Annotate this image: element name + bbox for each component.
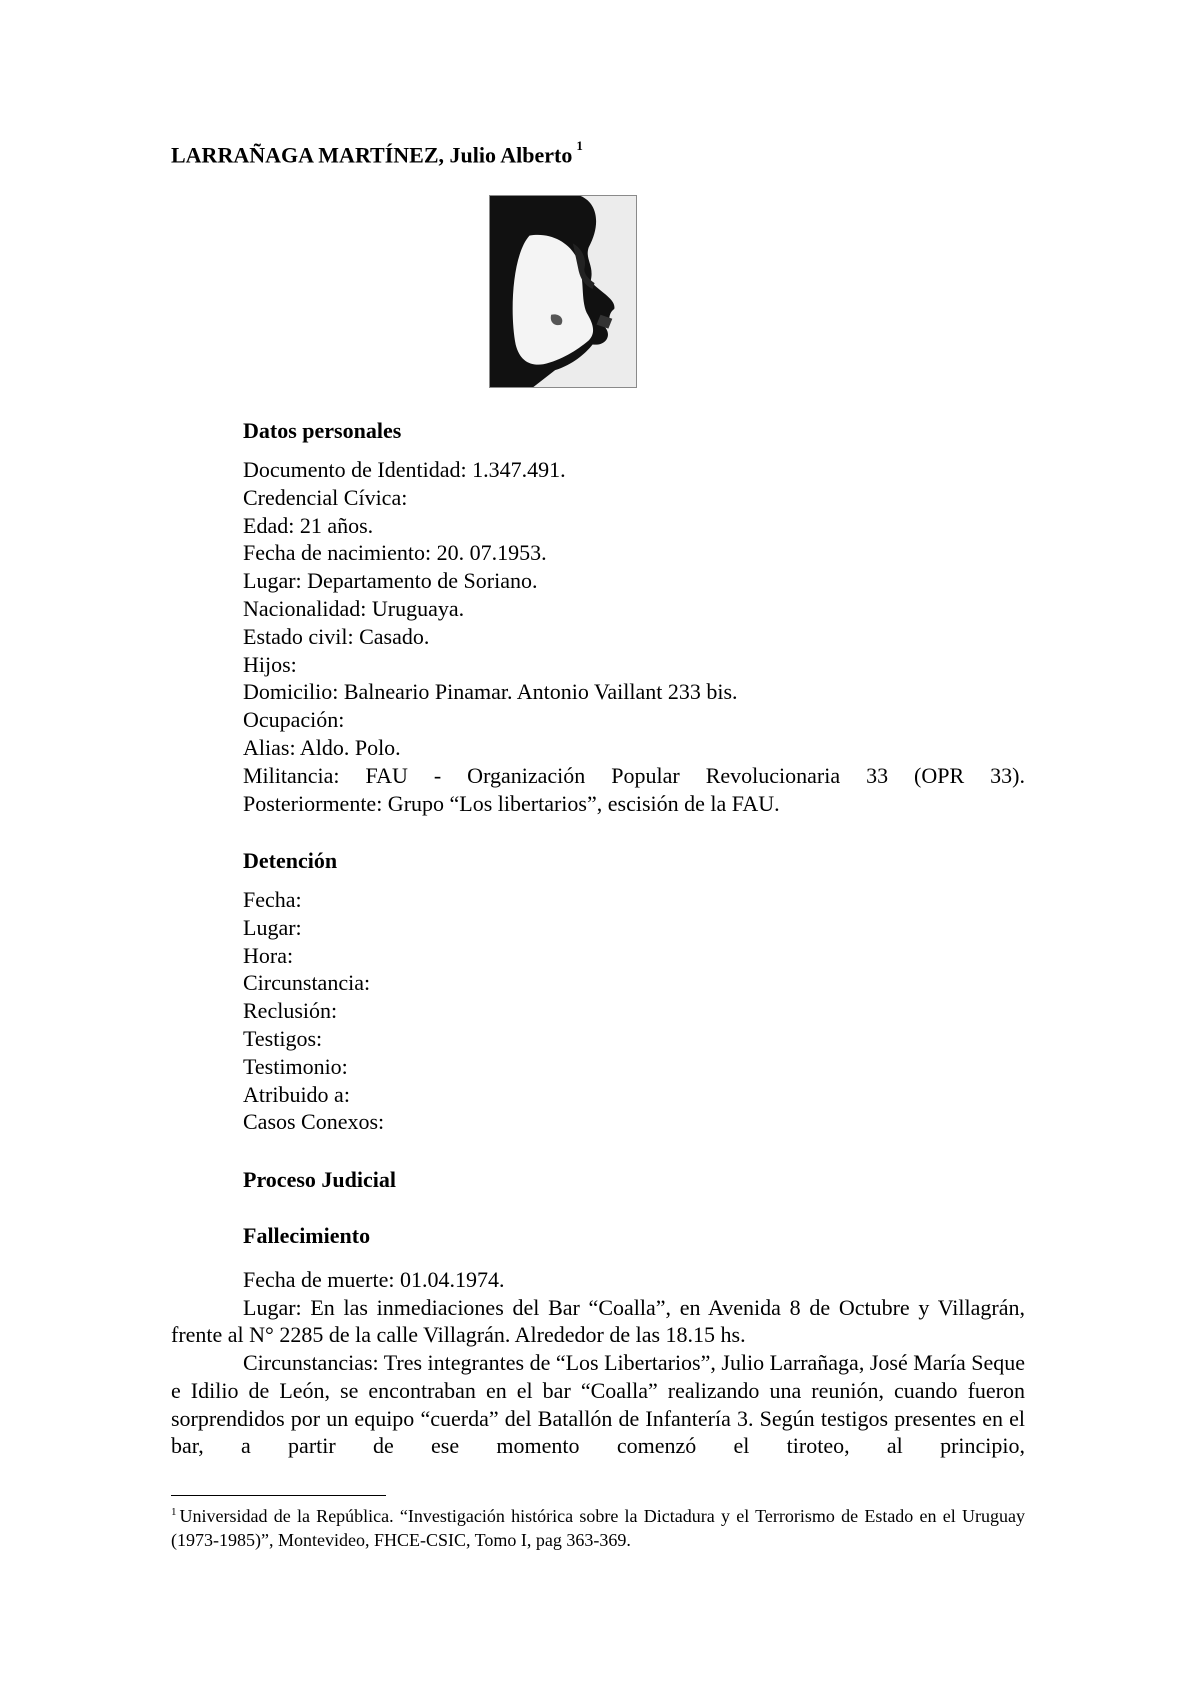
field-reclusion: Reclusión: xyxy=(243,998,338,1024)
field-nacionalidad: Nacionalidad: Uruguaya. xyxy=(243,595,465,621)
field-testigos: Testigos: xyxy=(243,1025,323,1051)
section-detencion xyxy=(243,847,1025,1136)
field-hijos: Hijos: xyxy=(243,651,297,677)
portrait-photo xyxy=(489,195,637,388)
field-edad: Edad: 21 años. xyxy=(243,512,374,538)
page-title xyxy=(171,138,583,168)
field-atribuido: Atribuido a: xyxy=(243,1081,350,1107)
field-domicilio: Domicilio: Balneario Pinamar. Antonio Vaillant 233 bis. xyxy=(243,679,738,705)
fallecimiento-body xyxy=(171,1266,1025,1460)
section-proceso-judicial xyxy=(243,1166,1025,1194)
field-alias: Alias: Aldo. Polo. xyxy=(243,734,401,760)
heading-fallecimiento: Fallecimiento xyxy=(243,1223,371,1248)
section-datos-personales xyxy=(243,417,1025,817)
footnote xyxy=(171,1500,1025,1552)
person-name: LARRAÑAGA MARTÍNEZ, Julio Alberto xyxy=(171,142,573,168)
heading-proceso-judicial: Proceso Judicial xyxy=(243,1167,396,1192)
field-fecha-nacimiento: Fecha de nacimiento: 20. 07.1953. xyxy=(243,540,547,566)
field-lugar: Lugar: Departamento de Soriano. xyxy=(243,568,538,594)
field-lugar-detencion: Lugar: xyxy=(243,914,302,940)
footnote-divider xyxy=(171,1495,386,1496)
field-documento: Documento de Identidad: 1.347.491. xyxy=(243,457,566,482)
field-hora: Hora: xyxy=(243,942,294,968)
section-fallecimiento xyxy=(243,1222,1025,1250)
field-casos-conexos: Casos Conexos: xyxy=(243,1109,385,1135)
field-ocupacion: Ocupación: xyxy=(243,707,345,733)
paragraph-circunstancias: Circunstancias: Tres integrantes de “Los Libertarios”, Julio Larrañaga, José María Seque e Idilio de León, se encontraban en el bar “Coalla” realizando una reunión, cuando fueron sorprendidos por un equipo “cuerda” del Batallón de Infantería 3. Según testigos presentes en el bar, a partir de ese momento comenzó el tiroteo, al principio, xyxy=(171,1350,1025,1459)
field-fecha: Fecha: xyxy=(243,887,302,912)
field-estado-civil: Estado civil: Casado. xyxy=(243,623,430,649)
field-testimonio: Testimonio: xyxy=(243,1053,348,1079)
paragraph-fecha-muerte: Fecha de muerte: 01.04.1974. xyxy=(243,1267,505,1292)
heading-detencion: Detención xyxy=(243,848,338,873)
paragraph-lugar: Lugar: En las inmediaciones del Bar “Coalla”, en Avenida 8 de Octubre y Villagrán, frente al N° 2285 de la calle Villagrán. Alrededor de las 18.15 hs. xyxy=(171,1294,1025,1348)
field-credencial: Credencial Cívica: xyxy=(243,484,408,510)
heading-datos-personales: Datos personales xyxy=(243,418,402,443)
field-militancia: Militancia: FAU - Organización Popular Revolucionaria 33 (OPR 33). xyxy=(243,762,1025,788)
field-posteriormente: Posteriormente: Grupo “Los libertarios”, escisión de la FAU. xyxy=(243,790,780,816)
footnote-text: Universidad de la República. “Investigación histórica sobre la Dictadura y el Terrorismo de Estado en el Uruguay (1973-1985)”, Montevideo, FHCE-CSIC, Tomo I, pag 363-369. xyxy=(171,1506,1025,1550)
field-circunstancia: Circunstancia: xyxy=(243,970,371,996)
footnote-number: 1 xyxy=(171,1506,177,1518)
footnote-reference: 1 xyxy=(576,138,583,153)
